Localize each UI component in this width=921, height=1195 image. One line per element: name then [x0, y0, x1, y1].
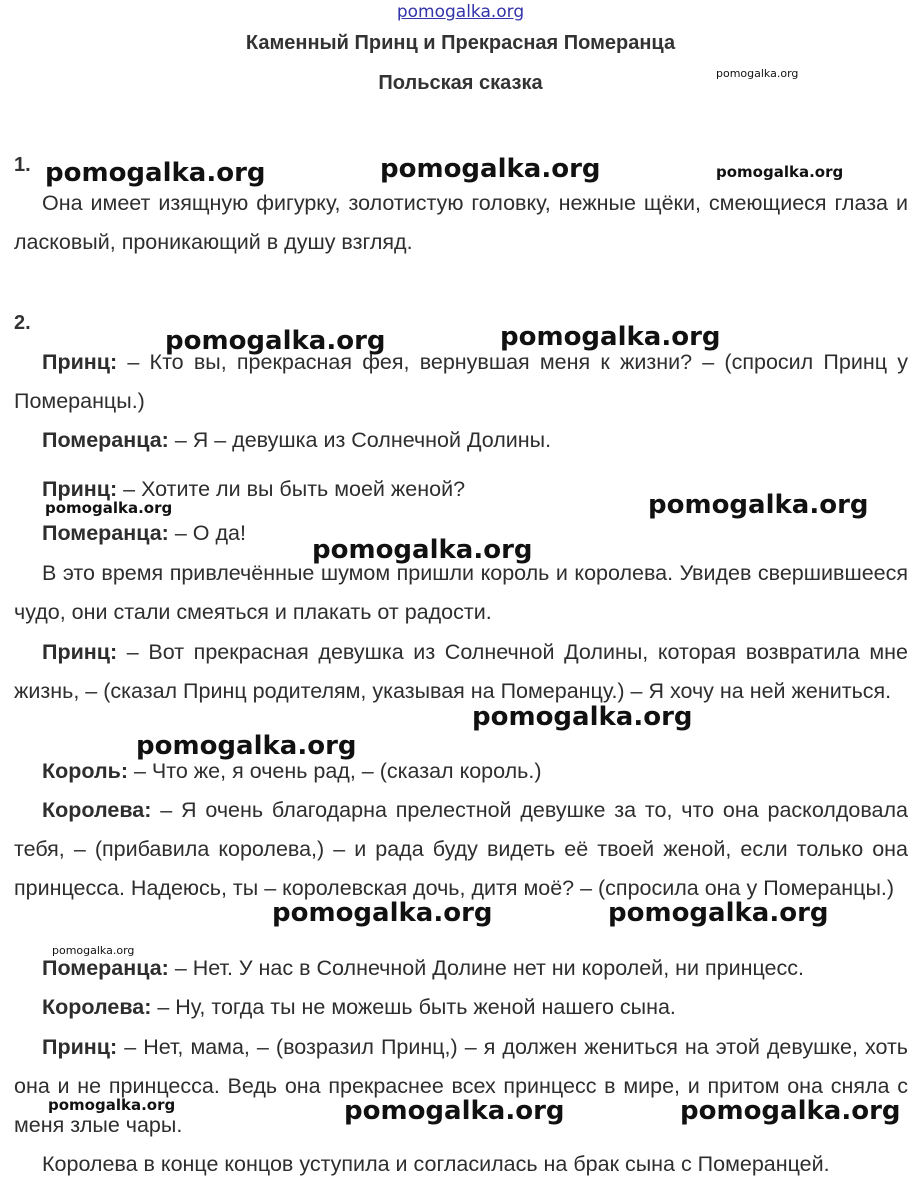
line-text: – Я – девушка из Солнечной Долины.	[168, 428, 552, 452]
watermark: pomogalka.org	[136, 731, 357, 761]
answer-1-text: Она имеет изящную фигурку, золотистую головку, нежные щёки, смеющиеся глаза и ласковый, проникающий в душу взгляд.	[14, 191, 908, 254]
line-text: – Нет, мама, – (возразил Принц,) – я должен жениться на этой девушке, хоть она и не принцесса. Ведь она прекраснее всех принцесс в мире, и притом она сняла с меня злые чары.	[14, 1035, 908, 1137]
speaker-label: Королева:	[42, 798, 152, 822]
dialogue-line	[14, 1028, 908, 1145]
page-title: Каменный Принц и Прекрасная Померанца	[245, 32, 676, 54]
watermark: pomogalka.org	[380, 154, 601, 184]
line-text: – Я очень благодарна прелестной девушке за то, что она расколдовала тебя, – (прибавила королева,) – и рада буду видеть её твоей женой, если только она принцесса. Надеюсь, ты – королевская дочь, дитя моё? – (спросила она у Померанцы.)	[14, 798, 908, 900]
speaker-label: Померанца:	[42, 956, 169, 980]
line-text: – Хотите ли вы быть моей женой?	[117, 477, 466, 501]
dialogue-line	[14, 343, 908, 421]
watermark: pomogalka.org	[45, 158, 266, 188]
watermark: pomogalka.org	[680, 1096, 901, 1126]
speaker-label: Померанца:	[42, 428, 169, 452]
watermark: pomogalka.org	[500, 322, 721, 352]
speaker-label: Королева:	[42, 995, 152, 1019]
watermark: pomogalka.org	[272, 898, 493, 928]
speaker-label: Принц:	[42, 477, 118, 501]
watermark: pomogalka.org	[716, 67, 799, 80]
line-text: Королева в конце концов уступила и согласилась на брак сына с Померанцей.	[42, 1152, 830, 1176]
page-subtitle: Польская сказка	[378, 72, 543, 94]
line-text: – Ну, тогда ты не можешь быть женой нашего сына.	[151, 995, 676, 1019]
dialogue-line	[14, 949, 908, 988]
line-text: – Нет. У нас в Солнечной Долине нет ни королей, ни принцесс.	[168, 956, 804, 980]
section-number-2: 2.	[14, 312, 31, 334]
watermark: pomogalka.org	[312, 535, 533, 565]
watermark: pomogalka.org	[48, 1096, 176, 1114]
dialogue-line	[14, 421, 908, 460]
dialogue-line	[14, 791, 908, 908]
narration-paragraph	[14, 1145, 908, 1184]
watermark: pomogalka.org	[716, 163, 844, 181]
speaker-label: Принц:	[42, 350, 118, 374]
speaker-label: Померанца:	[42, 521, 169, 545]
watermark: pomogalka.org	[648, 490, 869, 520]
speaker-label: Принц:	[42, 1035, 118, 1059]
watermark: pomogalka.org	[165, 326, 386, 356]
section-number-1: 1.	[14, 154, 31, 176]
line-text: – Кто вы, прекрасная фея, вернувшая меня к жизни? – (спросил Принц у Померанцы.)	[14, 350, 908, 413]
line-text: В это время привлечённые шумом пришли король и королева. Увидев свершившееся чудо, они стали смеяться и плакать от радости.	[14, 561, 908, 624]
speaker-label: Король:	[42, 759, 129, 783]
watermark: pomogalka.org	[344, 1096, 565, 1126]
narration-paragraph	[14, 554, 908, 632]
dialogue-line	[14, 988, 908, 1027]
site-link[interactable]: pomogalka.org	[396, 2, 525, 22]
line-text: – О да!	[168, 521, 246, 545]
watermark: pomogalka.org	[472, 702, 693, 732]
dialogue-line	[14, 633, 908, 711]
line-text: – Вот прекрасная девушка из Солнечной Долины, которая возвратила мне жизнь, – (сказал Принц родителям, указывая на Померанцу.) – Я хочу на ней жениться.	[14, 640, 908, 703]
watermark: pomogalka.org	[52, 944, 135, 957]
watermark: pomogalka.org	[608, 898, 829, 928]
line-text: – Что же, я очень рад, – (сказал король.)	[128, 759, 542, 783]
watermark: pomogalka.org	[45, 499, 173, 517]
speaker-label: Принц:	[42, 640, 118, 664]
